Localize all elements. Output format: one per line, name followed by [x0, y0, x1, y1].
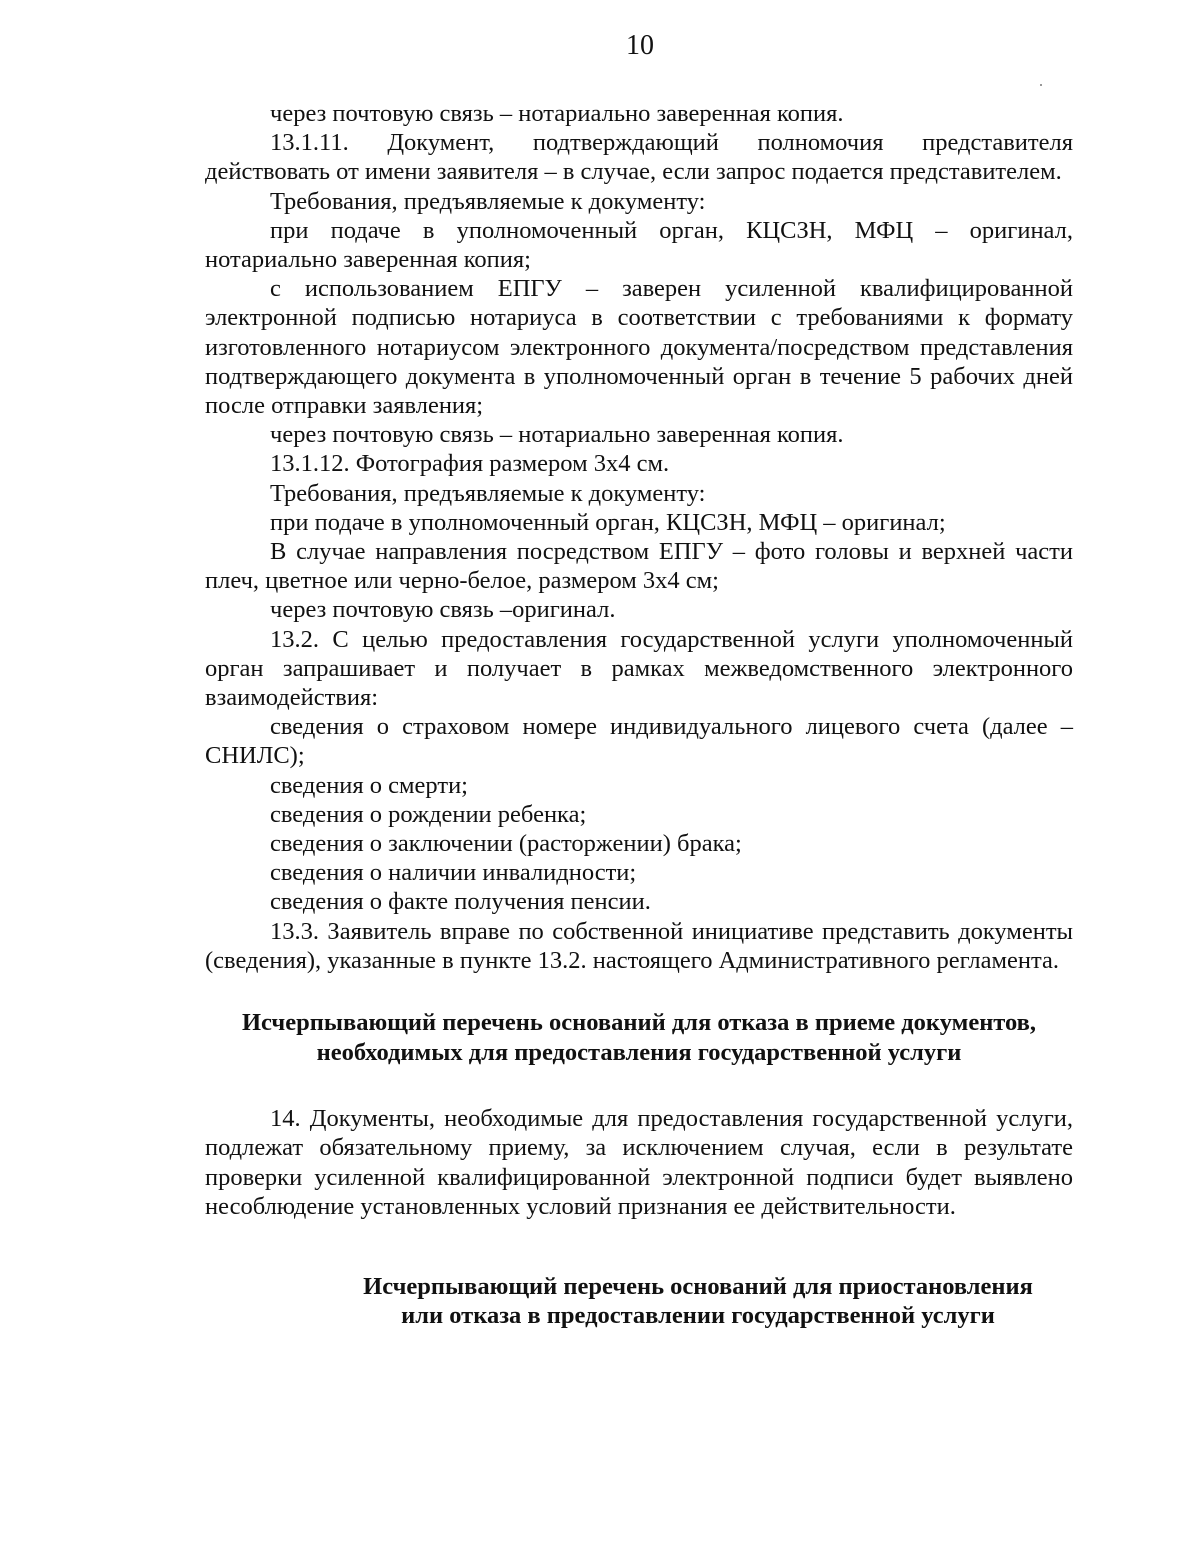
heading-line: Исчерпывающий перечень оснований для отказа в приеме документов,: [241, 1009, 1037, 1037]
section-heading-rejection-acceptance: [205, 1008, 1073, 1067]
section-heading-suspension-refusal: [205, 1272, 1073, 1331]
scan-speck: [1040, 84, 1042, 86]
heading-line: необходимых для предоставления государственной услуги: [316, 1038, 962, 1066]
paragraph: 13.3. Заявитель вправе по собственной инициативе представить документы (сведения), указанные в пункте 13.2. настоящего Административного регламента.: [205, 917, 1073, 974]
paragraph: сведения о факте получения пенсии.: [270, 888, 651, 916]
paragraph: 13.1.11. Документ, подтверждающий полномочия представителя действовать от имени заявителя – в случае, если запрос подается представителем.: [205, 129, 1073, 186]
paragraph: сведения о страховом номере индивидуального лицевого счета (далее – СНИЛС);: [205, 713, 1073, 770]
paragraph: Требования, предъявляемые к документу:: [270, 479, 706, 507]
paragraph: сведения о заключении (расторжении) брака;: [270, 830, 742, 858]
paragraph: 13.2. С целью предоставления государственной услуги уполномоченный орган запрашивает и получает в рамках межведомственного электронного взаимодействия:: [205, 625, 1073, 712]
paragraph: при подаче в уполномоченный орган, КЦСЗН, МФЦ – оригинал;: [270, 508, 946, 536]
document-body: [205, 99, 1073, 1331]
paragraph: Требования, предъявляемые к документу:: [270, 187, 706, 215]
heading-line: Исчерпывающий перечень оснований для приостановления: [363, 1272, 1033, 1300]
paragraph: при подаче в уполномоченный орган, КЦСЗН, МФЦ – оригинал, нотариально заверенная копия;: [205, 216, 1073, 274]
paragraph: с использованием ЕПГУ – заверен усиленной квалифицированной электронной подписью нотариуса в соответствии с требованиями к формату изготовленного нотариусом электронного документа/посредством представления подтверждающего документа в уполномоченный орган в течение 5 рабочих дней после отправки заявления;: [205, 275, 1073, 420]
paragraph: сведения о рождении ребенка;: [270, 800, 587, 828]
page-number: 10: [626, 30, 654, 61]
paragraph: сведения о смерти;: [270, 771, 468, 799]
paragraph: через почтовую связь – нотариально заверенная копия.: [270, 100, 844, 127]
paragraph: сведения о наличии инвалидности;: [270, 859, 637, 887]
paragraph-list: [205, 99, 1073, 975]
paragraph: В случае направления посредством ЕПГУ – фото головы и верхней части плеч, цветное или черно-белое, размером 3х4 см;: [205, 538, 1073, 595]
paragraph: 13.1.12. Фотография размером 3х4 см.: [270, 450, 670, 478]
paragraph-14: 14. Документы, необходимые для предоставления государственной услуги, подлежат обязательному приему, за исключением случая, если в результате проверки усиленной квалифицированной электронной подписи будет выявлено несоблюдение установленных условий признания ее действительности.: [205, 1105, 1073, 1220]
paragraph: через почтовую связь – нотариально заверенная копия.: [270, 421, 844, 449]
heading-line: или отказа в предоставлении государственной услуги: [401, 1302, 995, 1330]
paragraph: через почтовую связь –оригинал.: [270, 596, 616, 624]
